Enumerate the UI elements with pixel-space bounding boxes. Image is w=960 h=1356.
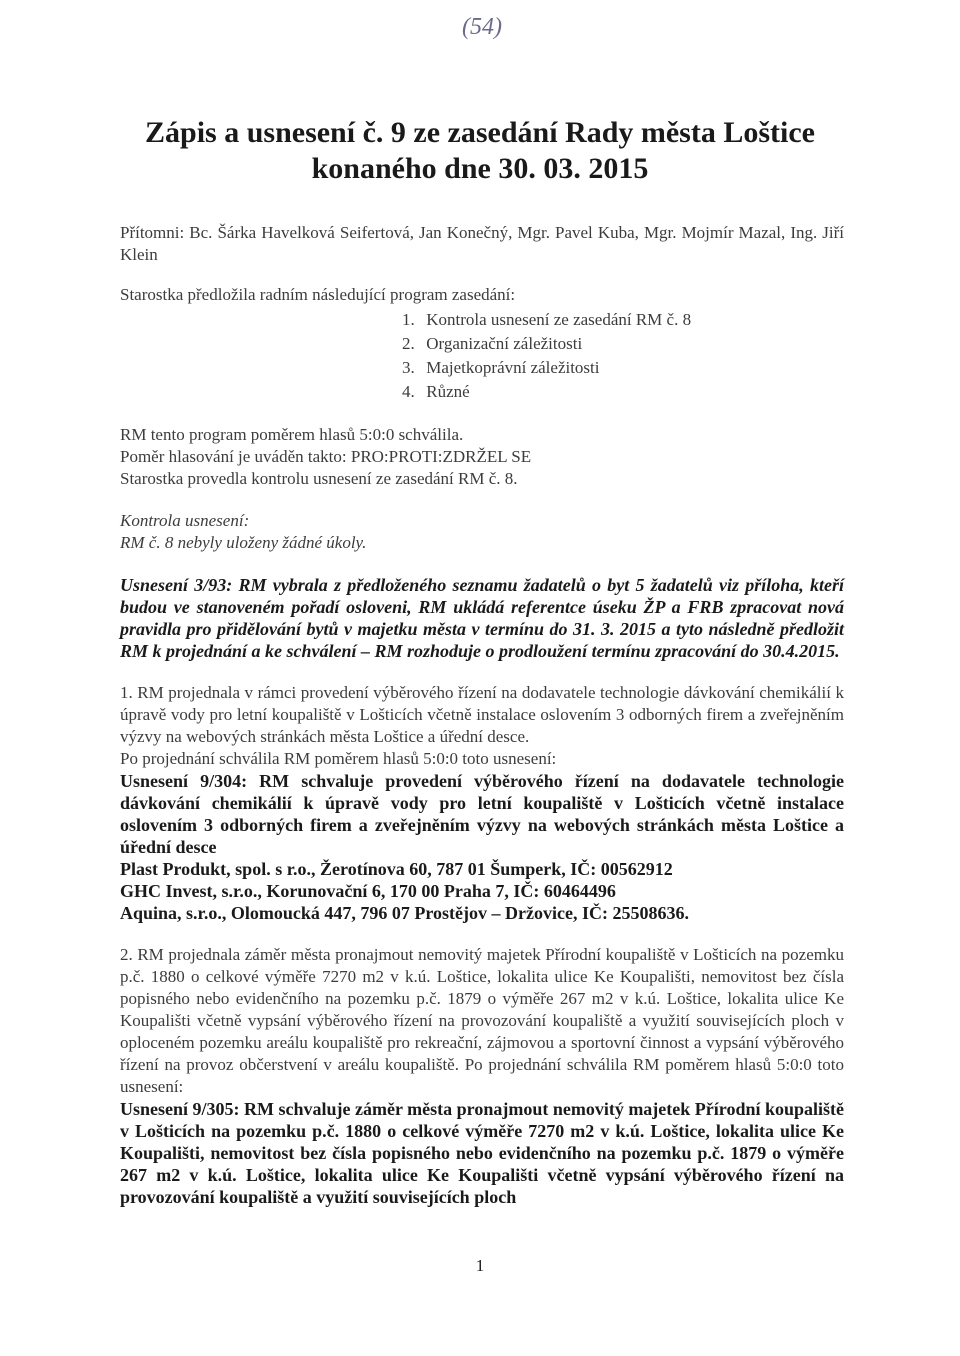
document-subtitle: konaného dne 30. 03. 2015 [311,152,649,185]
document-title: Zápis a usnesení č. 9 ze zasedání Rady města Loštice [145,116,815,149]
item-1-vote: Po projednání schválila RM poměrem hlasů 5:0:0 toto usnesení: [120,749,557,768]
attendees: Přítomni: Bc. Šárka Havelková Seifertová, Jan Konečný, Mgr. Pavel Kuba, Mgr. Mojmír Mazal, Ing. Jiří Klein [120,223,844,264]
handwritten-page-stamp: (54) [462,14,502,40]
control-line: Starostka provedla kontrolu usnesení ze zasedání RM č. 8. [120,469,518,488]
control-heading: Kontrola usnesení: [120,511,250,530]
program-list [120,308,844,404]
item-2-text: 2. RM projednala záměr města pronajmout nemovitý majetek Přírodní koupaliště v Lošticích na pozemku p.č. 1880 o celkové výměře 7270 m2 v k.ú. Loštice, lokalita ulice Ke Koupališti, nemovitost bez čísla popisného nebo evidenčního na pozemku p.č. 1879 o výměře 267 m2 v k.ú. Loštice, lokalita ulice Ke Koupališti včetně vypsání výběrového řízení na provozování koupaliště a využití souvisejících ploch v oploceném pozemku areálu koupaliště pro rekreační, zájmovou a sportovní činnost a vypsání výběrového řízení na provoz občerstvení v areálu koupaliště. Po projednání schválila RM poměrem hlasů 5:0:0 toto usnesení: [120,945,844,1096]
firm-2: GHC Invest, s.r.o., Korunovační 6, 170 00 Praha 7, IČ: 60464496 [120,881,616,901]
firm-3: Aquina, s.r.o., Olomoucká 447, 796 07 Prostějov – Držovice, IČ: 25508636. [120,903,689,923]
approval-block [120,424,844,490]
program-intro: Starostka předložila radním následující program zasedání: [120,285,516,304]
approval-line: RM tento program poměrem hlasů 5:0:0 schválila. [120,425,464,444]
document-body [120,222,844,1208]
list-item: 2. Organizační záležitosti [402,334,583,353]
control-block [120,510,844,554]
resolution-3-93: Usnesení 3/93: RM vybrala z předloženého seznamu žadatelů o byt 5 žadatelů viz příloha, kteří budou ve stanoveném pořadí osloveni, RM ukládá referentce úseku ŽP a FRB zpracovat nová pravidla pro přidělování bytů v majetku města v termínu do 31. 3. 2015 a tyto následně předložit RM k projednání a ke schválení – RM rozhoduje o prodloužení termínu zpracování do 30.4.2015. [120,575,844,661]
item-1-text: 1. RM projednala v rámci provedení výběrového řízení na dodavatele technologie dávkování chemikálií k úpravě vody pro letní koupaliště v Lošticích včetně instalace oslovením 3 odborných firem a zveřejněním výzvy na webových stránkách města Loštice a úřední desce. [120,683,844,746]
firm-1: Plast Produkt, spol. s r.o., Žerotínova 60, 787 01 Šumperk, IČ: 00562912 [120,859,673,879]
vote-format-line: Poměr hlasování je uváděn takto: PRO:PROTI:ZDRŽEL SE [120,447,532,466]
resolution-9-305: Usnesení 9/305: RM schvaluje záměr města pronajmout nemovitý majetek Přírodní koupaliště v Lošticích na pozemku p.č. 1880 o celkové výměře 7270 m2 v k.ú. Loštice, lokalita ulice Ke Koupališti, nemovitost bez čísla popisného nebo evidenčního na pozemku p.č. 1879 o výměře 267 m2 v k.ú. Loštice, lokalita ulice Ke Koupališti včetně vypsání výběrového řízení na provozování koupaliště a využití souvisejících ploch [120,1099,844,1207]
page-number: 1 [475,1256,485,1275]
list-item: 1. Kontrola usnesení ze zasedání RM č. 8 [402,310,692,329]
control-text: RM č. 8 nebyly uloženy žádné úkoly. [120,533,367,552]
resolution-9-304: Usnesení 9/304: RM schvaluje provedení výběrového řízení na dodavatele technologie dávkování chemikálií k úpravě vody pro letní koupaliště v Lošticích včetně instalace oslovením 3 odborných firem a zveřejněním výzvy na webových stránkách města Loštice a úřední desce [120,771,844,857]
list-item: 4. Různé [402,382,470,401]
list-item: 3. Majetkoprávní záležitosti [402,358,600,377]
